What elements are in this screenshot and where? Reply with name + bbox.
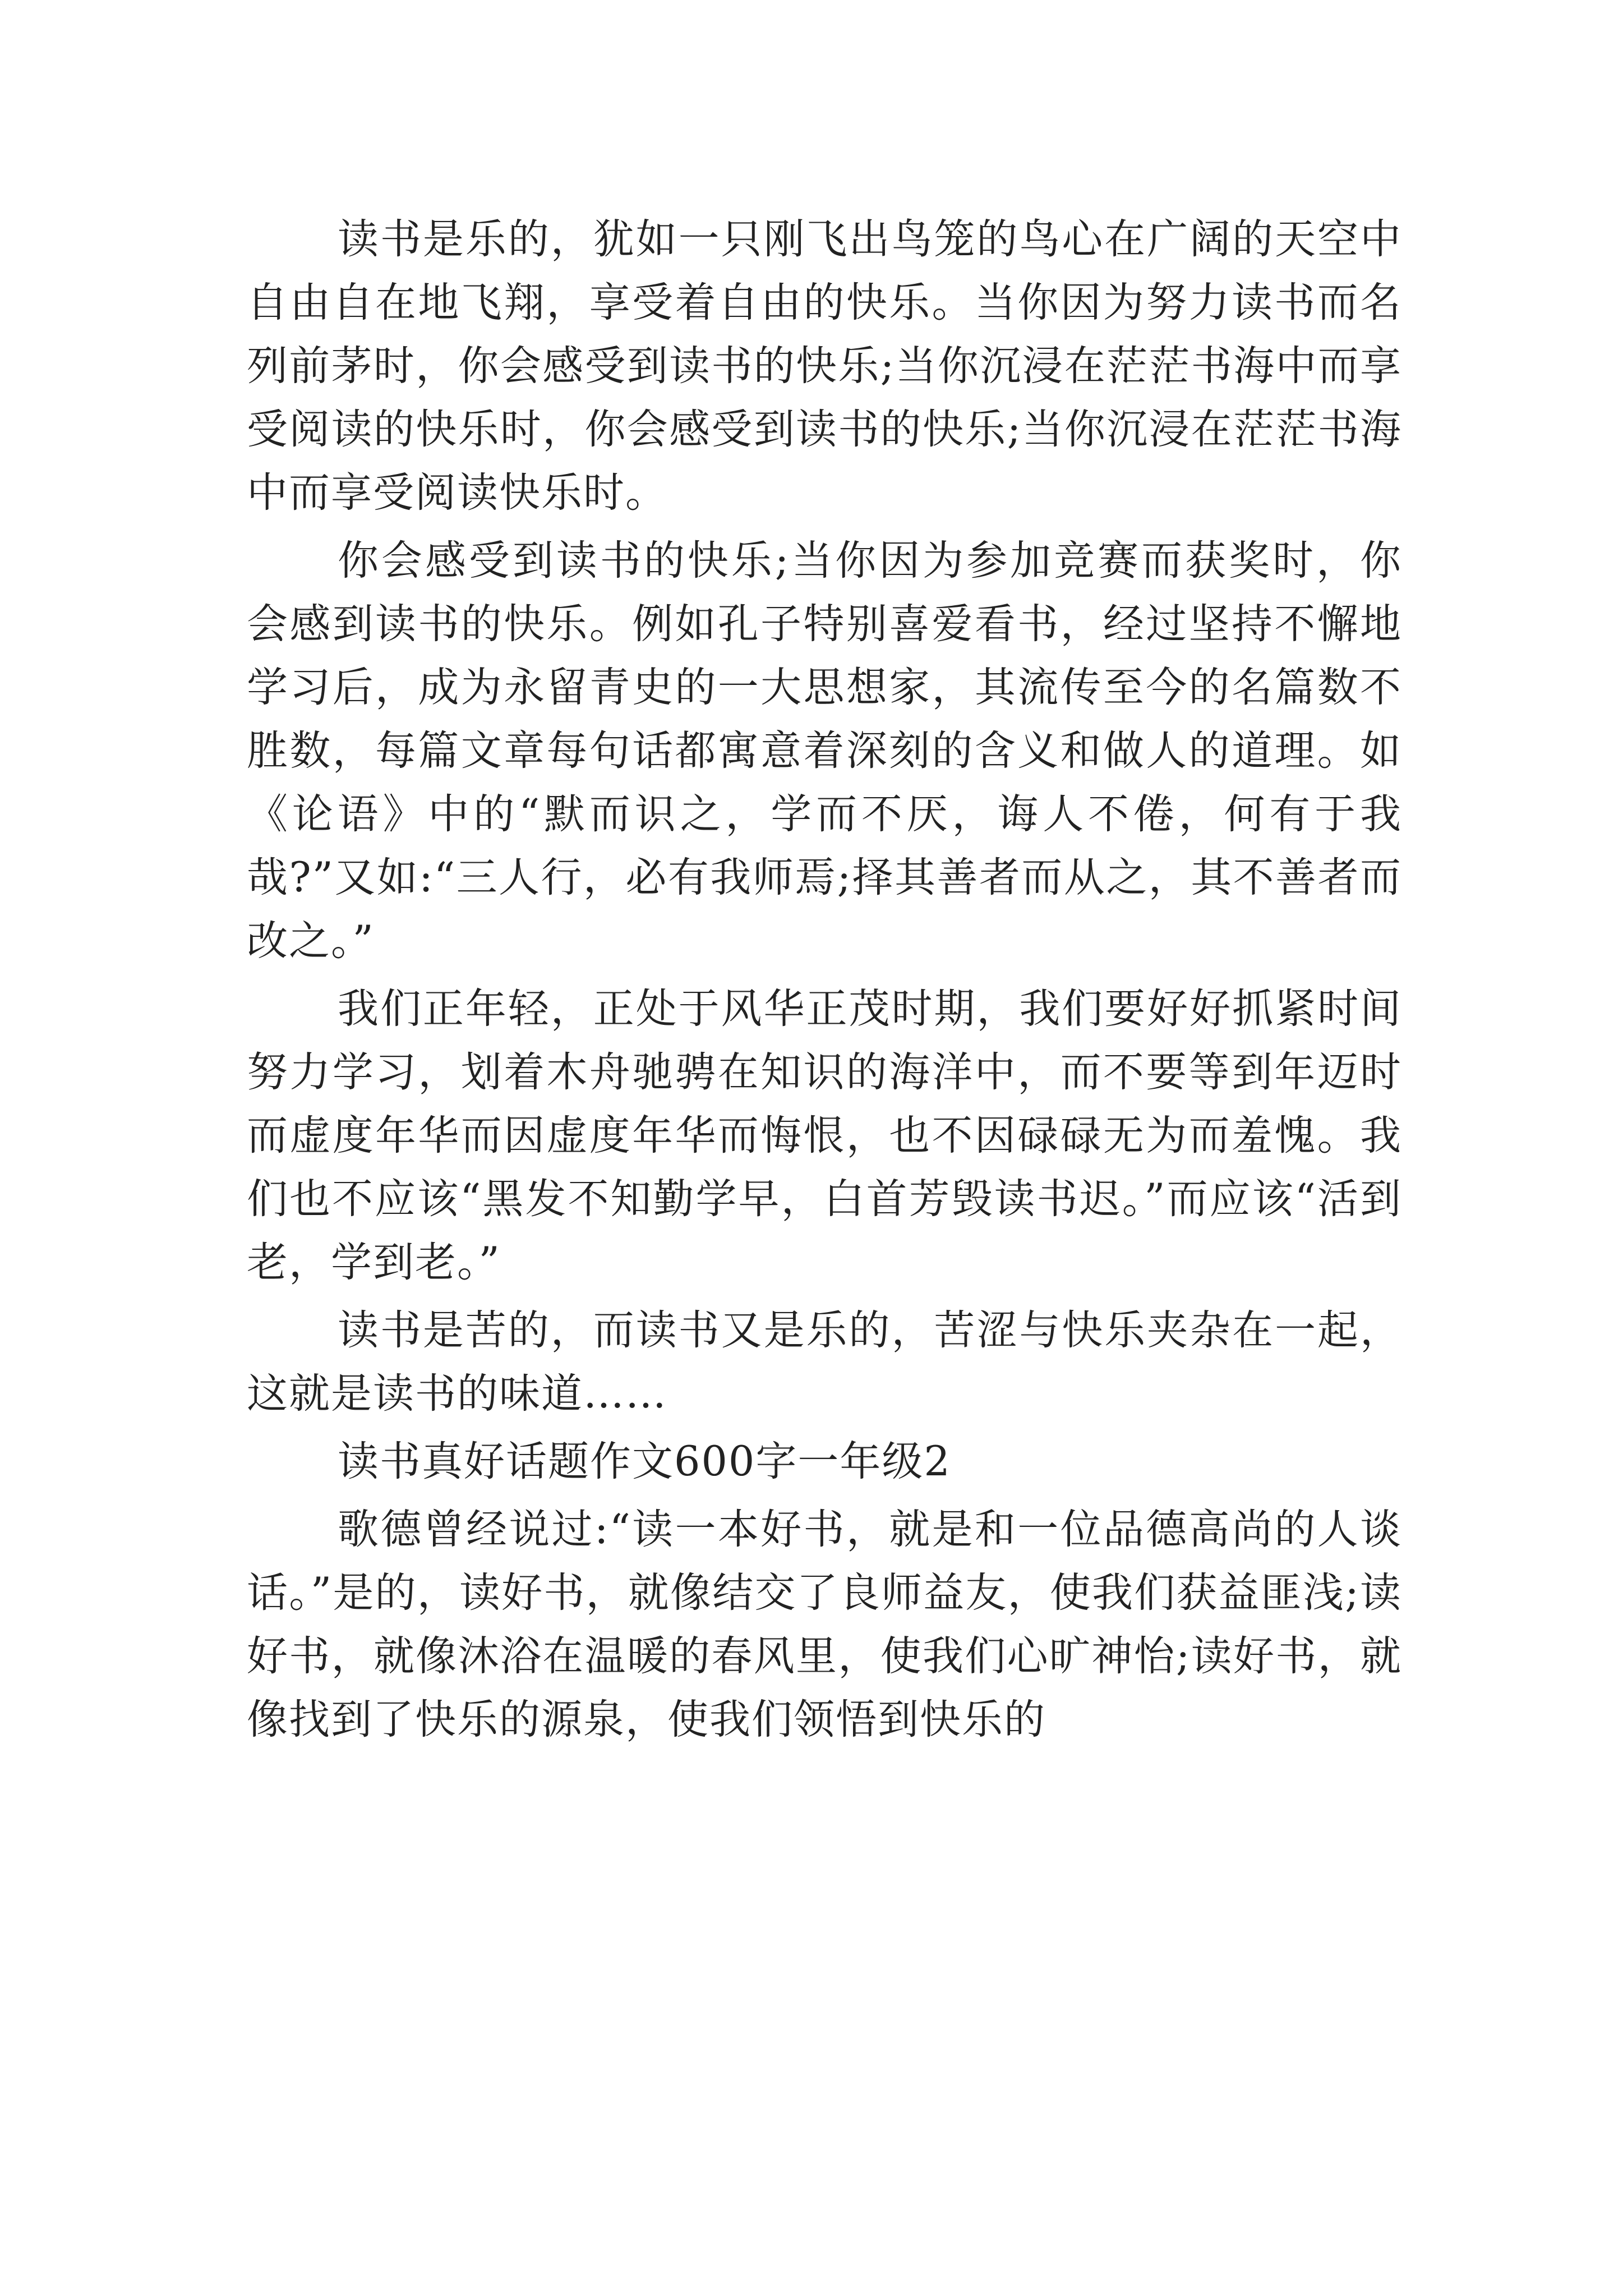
paragraph-4: 读书是苦的，而读书又是乐的，苦涩与快乐夹杂在一起，这就是读书的味道…… <box>247 1306 1402 1418</box>
paragraph-5: 歌德曾经说过:“读一本好书，就是和一位品德高尚的人谈话。”是的，读好书，就像结交了良师益友，使我们获益匪浅;读好书，就像沐浴在温暖的春风里，使我们心旷神怡;读好书，就像找到了快乐的源泉，使我们领悟到快乐的 <box>247 1506 1402 1743</box>
paragraph-2: 你会感受到读书的快乐;当你因为参加竞赛而获奖时，你会感到读书的快乐。例如孔子特别喜爱看书，经过坚持不懈地学习后，成为永留青史的一大思想家，其流传至今的名篇数不胜数，每篇文章每句话都寓意着深刻的含义和做人的道理。如《论语》中的“默而识之，学而不厌，诲人不倦，何有于我哉?”又如:“三人行，必有我师焉;择其善者而从之，其不善者而改之。” <box>247 537 1402 965</box>
paragraph-1: 读书是乐的，犹如一只刚飞出鸟笼的鸟心在广阔的天空中自由自在地飞翔，享受着自由的快乐。当你因为努力读书而名列前茅时，你会感受到读书的快乐;当你沉浸在茫茫书海中而享受阅读的快乐时，你会感受到读书的快乐;当你沉浸在茫茫书海中而享受阅读快乐时。 <box>247 215 1402 517</box>
essay-heading: 读书真好话题作文600字一年级2 <box>338 1438 951 1485</box>
document-body <box>247 208 1402 1756</box>
paragraph-3: 我们正年轻，正处于风华正茂时期，我们要好好抓紧时间努力学习，划着木舟驰骋在知识的海洋中，而不要等到年迈时而虚度年华而因虚度年华而悔恨，也不因碌碌无为而羞愧。我们也不应该“黑发不知勤学早，白首芳毁读书迟。”而应该“活到老，学到老。” <box>247 985 1402 1286</box>
